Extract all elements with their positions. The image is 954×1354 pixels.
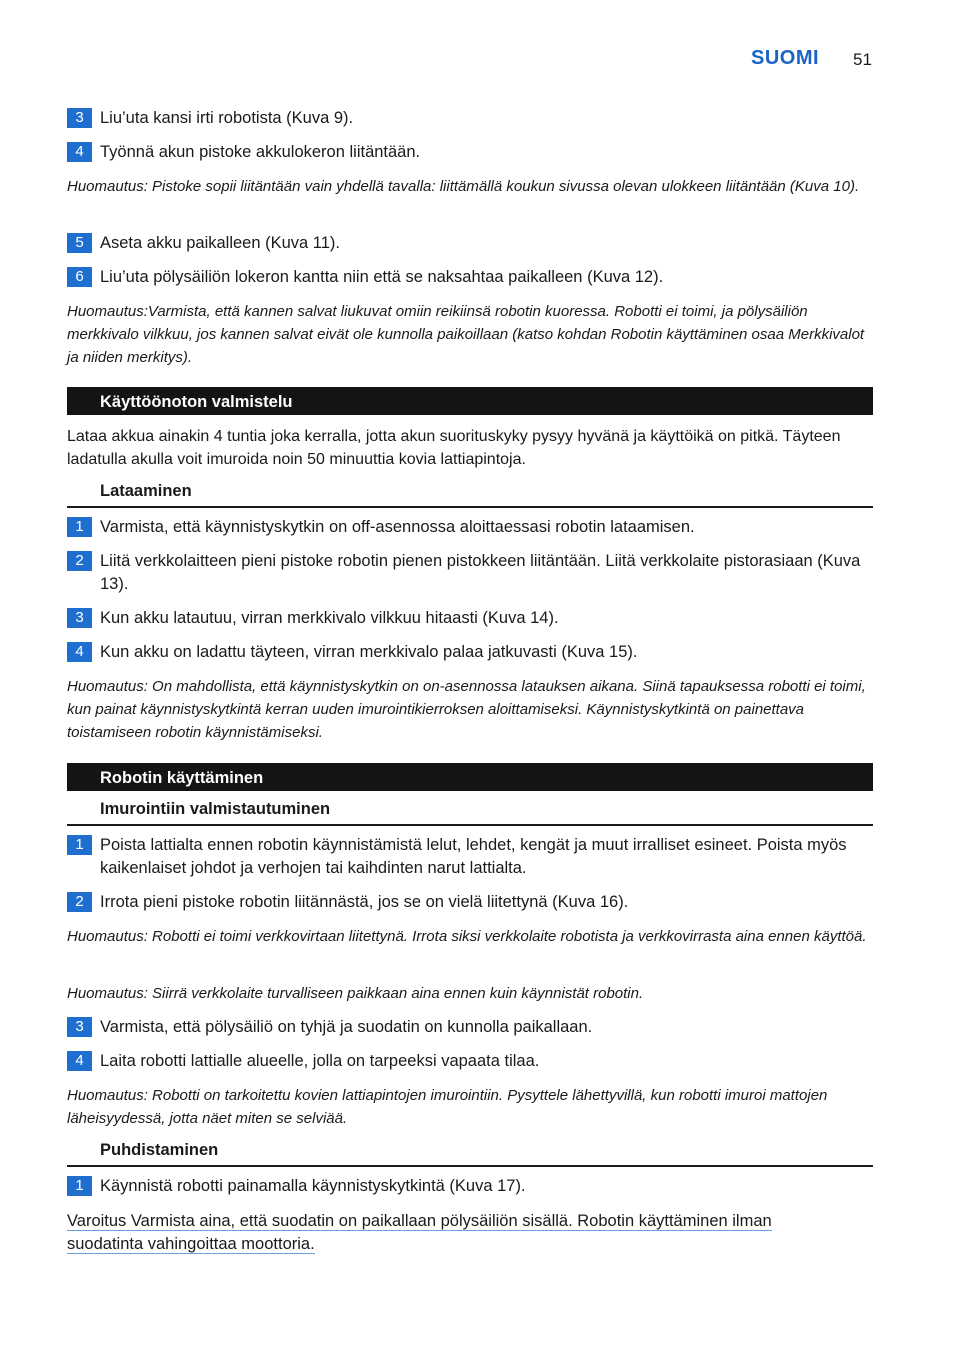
step-text: Liu’uta pölysäiliön lokeron kantta niin että se naksahtaa paikalleen (Kuva 12). bbox=[100, 268, 664, 286]
step-text: Kun akku on ladattu täyteen, virran merkkivalo palaa jatkuvasti (Kuva 15). bbox=[100, 643, 638, 661]
warning-paragraph bbox=[67, 1210, 867, 1256]
page-number: 51 bbox=[853, 50, 872, 69]
section-title: Käyttöönoton valmistelu bbox=[100, 393, 293, 411]
step-number: 1 bbox=[67, 517, 92, 537]
note-text: Huomautus: Robotti on tarkoitettu kovien lattiapintojen imurointiin. Pysyttele lähettyvillä, kun robotti imuroi mattojen läheisyydessä, jotta näet miten se selviää. bbox=[67, 1087, 828, 1127]
note-text: Huomautus: Siirrä verkkolaite turvalliseen paikkaan aina ennen kuin käynnistät robotin. bbox=[67, 985, 644, 1002]
step-text: Liitä verkkolaitteen pieni pistoke robotin pienen pistokkeen liitäntään. Liitä verkkolaite pistorasiaan (Kuva 13). bbox=[100, 552, 861, 593]
section-heading-bar bbox=[67, 387, 873, 415]
subheading-label: Lataaminen bbox=[100, 482, 192, 500]
step-number: 3 bbox=[67, 1017, 92, 1037]
section-heading-bar bbox=[67, 763, 873, 791]
step-number: 4 bbox=[67, 642, 92, 662]
language-label: SUOMI bbox=[751, 47, 820, 69]
step-text: Liu’uta kansi irti robotista (Kuva 9). bbox=[100, 109, 354, 127]
note-text: Huomautus:Varmista, että kannen salvat liukuvat omiin reikiinsä robotin kuoressa. Robotti ei toimi, ja pölysäiliön merkkivalo vilkkuu, jos kannen salvat eivät ole kunnolla paikoillaan (katso kohdan Robotin käyttäminen osaa Merkkivalot ja niiden merkitys). bbox=[67, 303, 865, 366]
subheading bbox=[67, 484, 873, 508]
step-number: 2 bbox=[67, 892, 92, 912]
subheading-label: Puhdistaminen bbox=[100, 1141, 219, 1159]
step-text: Laita robotti lattialle alueelle, jolla on tarpeeksi vapaata tilaa. bbox=[100, 1052, 540, 1070]
note-text: Huomautus: Pistoke sopii liitäntään vain yhdellä tavalla: liittämällä koukun sivussa olevan ulokkeen liitäntään (Kuva 10). bbox=[67, 178, 860, 195]
note-text: Huomautus: Robotti ei toimi verkkovirtaan liitettynä. Irrota siksi verkkolaite robotista ja verkkovirrasta aina ennen käyttöä. bbox=[67, 928, 867, 945]
step-text: Aseta akku paikalleen (Kuva 11). bbox=[100, 234, 340, 252]
step-number: 3 bbox=[67, 608, 92, 628]
intro-paragraph: Lataa akkua ainakin 4 tuntia joka kerralla, jotta akun suorituskyky pysyy hyvänä ja käyttöikä on pitkä. Täyteen ladatulla akulla voit imuroida noin 50 minuuttia kovia lattiapintoja. bbox=[67, 428, 841, 468]
step-text: Irrota pieni pistoke robotin liitännästä, jos se on vielä liitettynä (Kuva 16). bbox=[100, 893, 629, 911]
step-text: Kun akku latautuu, virran merkkivalo vilkkuu hitaasti (Kuva 14). bbox=[100, 609, 559, 627]
step-text: Käynnistä robotti painamalla käynnistyskytkintä (Kuva 17). bbox=[100, 1177, 526, 1195]
step-number: 6 bbox=[67, 267, 92, 287]
subheading bbox=[67, 1143, 873, 1167]
warning-line: Varoitus Varmista aina, että suodatin on paikallaan pölysäiliön sisällä. Robotin käyttäminen ilman bbox=[67, 1212, 772, 1230]
step-number: 4 bbox=[67, 1051, 92, 1071]
step-number: 1 bbox=[67, 835, 92, 855]
step-number: 5 bbox=[67, 233, 92, 253]
note-text: Huomautus: On mahdollista, että käynnistyskytkin on on-asennossa latauksen aikana. Siinä tapauksessa robotti ei toimi, kun painat käynnistyskytkintä kerran uuden imurointikierroksen aloittamiseksi. Käynnistyskytkintä on painettava toistamiseen robotin käynnistämiseksi. bbox=[67, 678, 866, 741]
step-number: 3 bbox=[67, 108, 92, 128]
step-number: 4 bbox=[67, 142, 92, 162]
step-text: Poista lattialta ennen robotin käynnistämistä lelut, lehdet, kengät ja muut irralliset esineet. Poista myös kaikenlaiset johdot ja verhojen tai kaihdinten narut lattialta. bbox=[100, 836, 847, 877]
step-number: 1 bbox=[67, 1176, 92, 1196]
subheading bbox=[67, 802, 873, 826]
step-text: Varmista, että käynnistyskytkin on off-asennossa aloittaessasi robotin lataamisen. bbox=[100, 518, 695, 536]
step-text: Varmista, että pölysäiliö on tyhjä ja suodatin on kunnolla paikallaan. bbox=[100, 1018, 593, 1036]
step-text: Työnnä akun pistoke akkulokeron liitäntään. bbox=[100, 143, 421, 161]
section-title: Robotin käyttäminen bbox=[100, 769, 264, 787]
step-number: 2 bbox=[67, 551, 92, 571]
subheading-label: Imurointiin valmistautuminen bbox=[100, 800, 331, 818]
warning-line: suodatinta vahingoittaa moottoria. bbox=[67, 1235, 315, 1253]
